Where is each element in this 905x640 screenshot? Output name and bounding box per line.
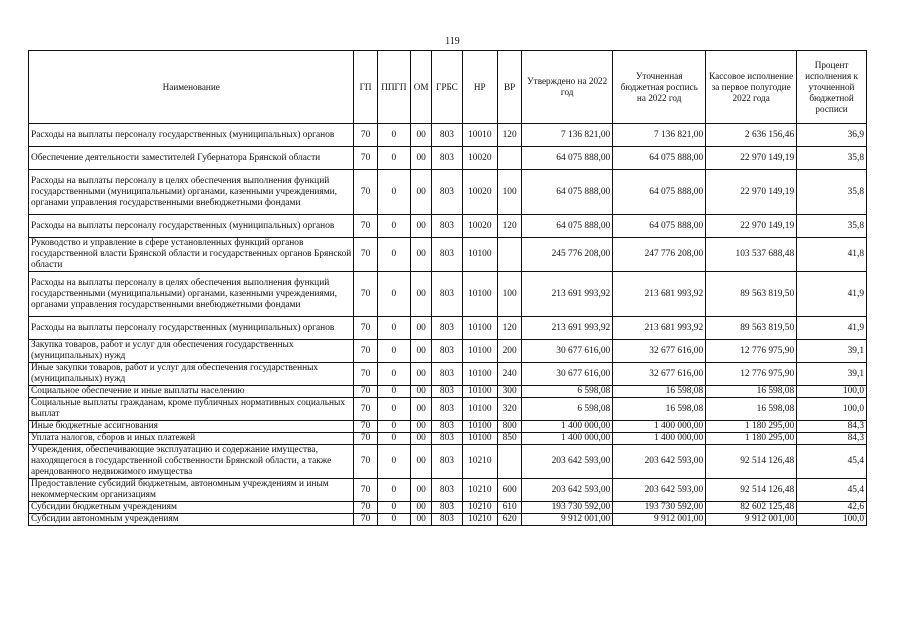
cell-refined: 64 075 888,00 bbox=[613, 170, 706, 215]
cell-percent: 84,3 bbox=[797, 421, 867, 433]
cell-percent: 41,9 bbox=[797, 317, 867, 340]
cell-cash: 16 598,08 bbox=[706, 386, 797, 398]
header-percent: Процент исполнения к уточненной бюджетной росписи bbox=[797, 51, 867, 124]
cell-cash: 82 602 125,48 bbox=[706, 502, 797, 514]
cell-vr bbox=[497, 147, 521, 170]
header-cash: Кассовое исполнение за первое полугодие 2022 года bbox=[706, 51, 797, 124]
cell-cash: 22 970 149,19 bbox=[706, 215, 797, 238]
cell-om: 00 bbox=[411, 479, 432, 502]
cell-name: Социальное обеспечение и иные выплаты населению bbox=[29, 386, 354, 398]
cell-grbs: 803 bbox=[432, 170, 462, 215]
cell-refined: 64 075 888,00 bbox=[613, 215, 706, 238]
cell-om: 00 bbox=[411, 502, 432, 514]
cell-percent: 39,1 bbox=[797, 363, 867, 386]
table-row bbox=[29, 238, 867, 272]
cell-vr: 100 bbox=[497, 170, 521, 215]
cell-vr: 600 bbox=[497, 479, 521, 502]
cell-grbs: 803 bbox=[432, 147, 462, 170]
cell-ppgp: 0 bbox=[377, 479, 410, 502]
cell-cash: 89 563 819,50 bbox=[706, 317, 797, 340]
cell-ppgp: 0 bbox=[377, 272, 410, 317]
header-np: НР bbox=[462, 51, 497, 124]
cell-ppgp: 0 bbox=[377, 340, 410, 363]
table-row bbox=[29, 317, 867, 340]
table-row bbox=[29, 421, 867, 433]
cell-vr: 240 bbox=[497, 363, 521, 386]
cell-np: 10210 bbox=[462, 445, 497, 479]
table-row bbox=[29, 215, 867, 238]
cell-percent: 41,9 bbox=[797, 272, 867, 317]
cell-cash: 1 180 295,00 bbox=[706, 433, 797, 445]
cell-refined: 247 776 208,00 bbox=[613, 238, 706, 272]
cell-vr: 120 bbox=[497, 317, 521, 340]
cell-grbs: 803 bbox=[432, 215, 462, 238]
cell-gp: 70 bbox=[354, 215, 377, 238]
cell-percent: 45,4 bbox=[797, 479, 867, 502]
cell-ppgp: 0 bbox=[377, 170, 410, 215]
cell-cash: 12 776 975,90 bbox=[706, 340, 797, 363]
cell-grbs: 803 bbox=[432, 445, 462, 479]
cell-gp: 70 bbox=[354, 363, 377, 386]
cell-gp: 70 bbox=[354, 445, 377, 479]
cell-percent: 35,8 bbox=[797, 170, 867, 215]
cell-ppgp: 0 bbox=[377, 514, 410, 526]
cell-gp: 70 bbox=[354, 340, 377, 363]
cell-name: Расходы на выплаты персоналу в целях обеспечения выполнения функций государственными (муниципальными) органами, казенными учреждениями, органами управления государственными внебюджетными фондами bbox=[29, 170, 354, 215]
cell-om: 00 bbox=[411, 215, 432, 238]
cell-np: 10100 bbox=[462, 386, 497, 398]
cell-grbs: 803 bbox=[432, 363, 462, 386]
cell-approved: 193 730 592,00 bbox=[522, 502, 613, 514]
cell-percent: 100,0 bbox=[797, 514, 867, 526]
cell-gp: 70 bbox=[354, 124, 377, 147]
cell-approved: 203 642 593,00 bbox=[522, 445, 613, 479]
cell-name: Расходы на выплаты персоналу государственных (муниципальных) органов bbox=[29, 124, 354, 147]
cell-ppgp: 0 bbox=[377, 445, 410, 479]
cell-np: 10010 bbox=[462, 124, 497, 147]
cell-grbs: 803 bbox=[432, 398, 462, 421]
cell-np: 10100 bbox=[462, 433, 497, 445]
cell-cash: 1 180 295,00 bbox=[706, 421, 797, 433]
cell-cash: 89 563 819,50 bbox=[706, 272, 797, 317]
cell-vr bbox=[497, 445, 521, 479]
cell-np: 10100 bbox=[462, 238, 497, 272]
cell-approved: 9 912 001,00 bbox=[522, 514, 613, 526]
cell-ppgp: 0 bbox=[377, 363, 410, 386]
cell-cash: 22 970 149,19 bbox=[706, 170, 797, 215]
cell-cash: 22 970 149,19 bbox=[706, 147, 797, 170]
table-row bbox=[29, 398, 867, 421]
cell-vr: 300 bbox=[497, 386, 521, 398]
header-grbs: ГРБС bbox=[432, 51, 462, 124]
cell-percent: 45,4 bbox=[797, 445, 867, 479]
cell-name: Расходы на выплаты персоналу государственных (муниципальных) органов bbox=[29, 317, 354, 340]
cell-refined: 193 730 592,00 bbox=[613, 502, 706, 514]
header-refined: Уточненная бюджетная роспись на 2022 год bbox=[613, 51, 706, 124]
cell-name: Социальные выплаты гражданам, кроме публичных нормативных социальных выплат bbox=[29, 398, 354, 421]
cell-np: 10100 bbox=[462, 421, 497, 433]
cell-gp: 70 bbox=[354, 433, 377, 445]
cell-name: Уплата налогов, сборов и иных платежей bbox=[29, 433, 354, 445]
cell-approved: 6 598,08 bbox=[522, 398, 613, 421]
cell-approved: 203 642 593,00 bbox=[522, 479, 613, 502]
cell-approved: 213 691 993,92 bbox=[522, 272, 613, 317]
cell-percent: 100,0 bbox=[797, 386, 867, 398]
header-name: Наименование bbox=[29, 51, 354, 124]
table-row bbox=[29, 147, 867, 170]
cell-ppgp: 0 bbox=[377, 147, 410, 170]
cell-refined: 203 642 593,00 bbox=[613, 479, 706, 502]
cell-ppgp: 0 bbox=[377, 238, 410, 272]
cell-om: 00 bbox=[411, 363, 432, 386]
cell-grbs: 803 bbox=[432, 502, 462, 514]
cell-name: Иные закупки товаров, работ и услуг для обеспечения государственных (муниципальных) нужд bbox=[29, 363, 354, 386]
cell-gp: 70 bbox=[354, 398, 377, 421]
cell-ppgp: 0 bbox=[377, 398, 410, 421]
cell-percent: 39,1 bbox=[797, 340, 867, 363]
cell-np: 10100 bbox=[462, 340, 497, 363]
cell-vr bbox=[497, 238, 521, 272]
cell-gp: 70 bbox=[354, 238, 377, 272]
cell-name: Руководство и управление в сфере установленных функций органов государственной власти Брянской области и государственных органов Брянской области bbox=[29, 238, 354, 272]
cell-name: Закупка товаров, работ и услуг для обеспечения государственных (муниципальных) нужд bbox=[29, 340, 354, 363]
header-vr: ВР bbox=[497, 51, 521, 124]
cell-refined: 9 912 001,00 bbox=[613, 514, 706, 526]
cell-cash: 92 514 126,48 bbox=[706, 445, 797, 479]
header-om: ОМ bbox=[411, 51, 432, 124]
cell-refined: 1 400 000,00 bbox=[613, 433, 706, 445]
table-row bbox=[29, 479, 867, 502]
cell-ppgp: 0 bbox=[377, 215, 410, 238]
cell-grbs: 803 bbox=[432, 272, 462, 317]
cell-cash: 103 537 688,48 bbox=[706, 238, 797, 272]
cell-cash: 12 776 975,90 bbox=[706, 363, 797, 386]
cell-ppgp: 0 bbox=[377, 317, 410, 340]
table-row bbox=[29, 124, 867, 147]
cell-refined: 16 598,08 bbox=[613, 386, 706, 398]
cell-refined: 1 400 000,00 bbox=[613, 421, 706, 433]
cell-approved: 64 075 888,00 bbox=[522, 147, 613, 170]
cell-np: 10100 bbox=[462, 317, 497, 340]
header-approved: Утверждено на 2022 год bbox=[522, 51, 613, 124]
cell-refined: 213 681 993,92 bbox=[613, 317, 706, 340]
cell-gp: 70 bbox=[354, 421, 377, 433]
cell-ppgp: 0 bbox=[377, 124, 410, 147]
cell-approved: 64 075 888,00 bbox=[522, 170, 613, 215]
cell-om: 00 bbox=[411, 433, 432, 445]
cell-grbs: 803 bbox=[432, 238, 462, 272]
cell-approved: 245 776 208,00 bbox=[522, 238, 613, 272]
table-row bbox=[29, 272, 867, 317]
cell-ppgp: 0 bbox=[377, 386, 410, 398]
cell-grbs: 803 bbox=[432, 124, 462, 147]
cell-refined: 64 075 888,00 bbox=[613, 147, 706, 170]
cell-om: 00 bbox=[411, 147, 432, 170]
cell-name: Субсидии автономным учреждениям bbox=[29, 514, 354, 526]
cell-percent: 84,3 bbox=[797, 433, 867, 445]
cell-np: 10210 bbox=[462, 479, 497, 502]
cell-refined: 203 642 593,00 bbox=[613, 445, 706, 479]
cell-approved: 30 677 616,00 bbox=[522, 363, 613, 386]
cell-approved: 64 075 888,00 bbox=[522, 215, 613, 238]
table-row bbox=[29, 502, 867, 514]
cell-refined: 16 598,08 bbox=[613, 398, 706, 421]
cell-vr: 120 bbox=[497, 124, 521, 147]
cell-percent: 42,6 bbox=[797, 502, 867, 514]
cell-gp: 70 bbox=[354, 272, 377, 317]
cell-np: 10100 bbox=[462, 272, 497, 317]
cell-om: 00 bbox=[411, 272, 432, 317]
cell-approved: 6 598,08 bbox=[522, 386, 613, 398]
cell-grbs: 803 bbox=[432, 514, 462, 526]
cell-np: 10020 bbox=[462, 170, 497, 215]
cell-gp: 70 bbox=[354, 317, 377, 340]
cell-name: Субсидии бюджетным учреждениям bbox=[29, 502, 354, 514]
cell-gp: 70 bbox=[354, 147, 377, 170]
table-header-row bbox=[29, 51, 867, 124]
cell-name: Иные бюджетные ассигнования bbox=[29, 421, 354, 433]
cell-np: 10020 bbox=[462, 215, 497, 238]
cell-om: 00 bbox=[411, 421, 432, 433]
cell-om: 00 bbox=[411, 238, 432, 272]
cell-name: Расходы на выплаты персоналу в целях обеспечения выполнения функций государственными (муниципальными) органами, казенными учреждениями, органами управления государственными внебюджетными фондами bbox=[29, 272, 354, 317]
cell-om: 00 bbox=[411, 124, 432, 147]
cell-percent: 35,8 bbox=[797, 215, 867, 238]
cell-vr: 850 bbox=[497, 433, 521, 445]
cell-vr: 800 bbox=[497, 421, 521, 433]
cell-cash: 9 912 001,00 bbox=[706, 514, 797, 526]
cell-np: 10210 bbox=[462, 502, 497, 514]
cell-grbs: 803 bbox=[432, 433, 462, 445]
cell-refined: 213 681 993,92 bbox=[613, 272, 706, 317]
header-gp: ГП bbox=[354, 51, 377, 124]
cell-ppgp: 0 bbox=[377, 433, 410, 445]
cell-ppgp: 0 bbox=[377, 421, 410, 433]
cell-name: Предоставление субсидий бюджетным, автономным учреждениям и иным некоммерческим организациям bbox=[29, 479, 354, 502]
cell-vr: 120 bbox=[497, 215, 521, 238]
budget-table bbox=[28, 50, 867, 526]
cell-np: 10210 bbox=[462, 514, 497, 526]
cell-approved: 1 400 000,00 bbox=[522, 421, 613, 433]
cell-grbs: 803 bbox=[432, 479, 462, 502]
cell-om: 00 bbox=[411, 514, 432, 526]
cell-np: 10100 bbox=[462, 398, 497, 421]
cell-om: 00 bbox=[411, 398, 432, 421]
cell-gp: 70 bbox=[354, 479, 377, 502]
table-row bbox=[29, 445, 867, 479]
cell-percent: 36,9 bbox=[797, 124, 867, 147]
cell-percent: 100,0 bbox=[797, 398, 867, 421]
cell-percent: 41,8 bbox=[797, 238, 867, 272]
cell-grbs: 803 bbox=[432, 317, 462, 340]
table-row bbox=[29, 386, 867, 398]
cell-np: 10100 bbox=[462, 363, 497, 386]
cell-om: 00 bbox=[411, 445, 432, 479]
table-row bbox=[29, 514, 867, 526]
cell-np: 10020 bbox=[462, 147, 497, 170]
cell-cash: 92 514 126,48 bbox=[706, 479, 797, 502]
cell-om: 00 bbox=[411, 386, 432, 398]
cell-name: Обеспечение деятельности заместителей Губернатора Брянской области bbox=[29, 147, 354, 170]
cell-vr: 320 bbox=[497, 398, 521, 421]
table-row bbox=[29, 340, 867, 363]
cell-name: Учреждения, обеспечивающие эксплуатацию и содержание имущества, находящегося в государственной собственности Брянской области, а также арендованного недвижимого имущества bbox=[29, 445, 354, 479]
cell-gp: 70 bbox=[354, 170, 377, 215]
cell-approved: 7 136 821,00 bbox=[522, 124, 613, 147]
cell-approved: 30 677 616,00 bbox=[522, 340, 613, 363]
cell-gp: 70 bbox=[354, 514, 377, 526]
cell-approved: 1 400 000,00 bbox=[522, 433, 613, 445]
cell-om: 00 bbox=[411, 170, 432, 215]
cell-name: Расходы на выплаты персоналу государственных (муниципальных) органов bbox=[29, 215, 354, 238]
table-row bbox=[29, 363, 867, 386]
cell-vr: 200 bbox=[497, 340, 521, 363]
cell-approved: 213 691 993,92 bbox=[522, 317, 613, 340]
cell-refined: 32 677 616,00 bbox=[613, 363, 706, 386]
cell-om: 00 bbox=[411, 340, 432, 363]
cell-cash: 16 598,08 bbox=[706, 398, 797, 421]
cell-grbs: 803 bbox=[432, 386, 462, 398]
cell-ppgp: 0 bbox=[377, 502, 410, 514]
page-number: 119 bbox=[445, 36, 460, 47]
cell-grbs: 803 bbox=[432, 340, 462, 363]
cell-vr: 620 bbox=[497, 514, 521, 526]
table-row bbox=[29, 170, 867, 215]
cell-vr: 610 bbox=[497, 502, 521, 514]
cell-grbs: 803 bbox=[432, 421, 462, 433]
cell-om: 00 bbox=[411, 317, 432, 340]
cell-gp: 70 bbox=[354, 502, 377, 514]
table-row bbox=[29, 433, 867, 445]
header-ppgp: ППГП bbox=[377, 51, 410, 124]
cell-vr: 100 bbox=[497, 272, 521, 317]
cell-refined: 7 136 821,00 bbox=[613, 124, 706, 147]
cell-refined: 32 677 616,00 bbox=[613, 340, 706, 363]
cell-percent: 35,8 bbox=[797, 147, 867, 170]
cell-gp: 70 bbox=[354, 386, 377, 398]
cell-cash: 2 636 156,46 bbox=[706, 124, 797, 147]
